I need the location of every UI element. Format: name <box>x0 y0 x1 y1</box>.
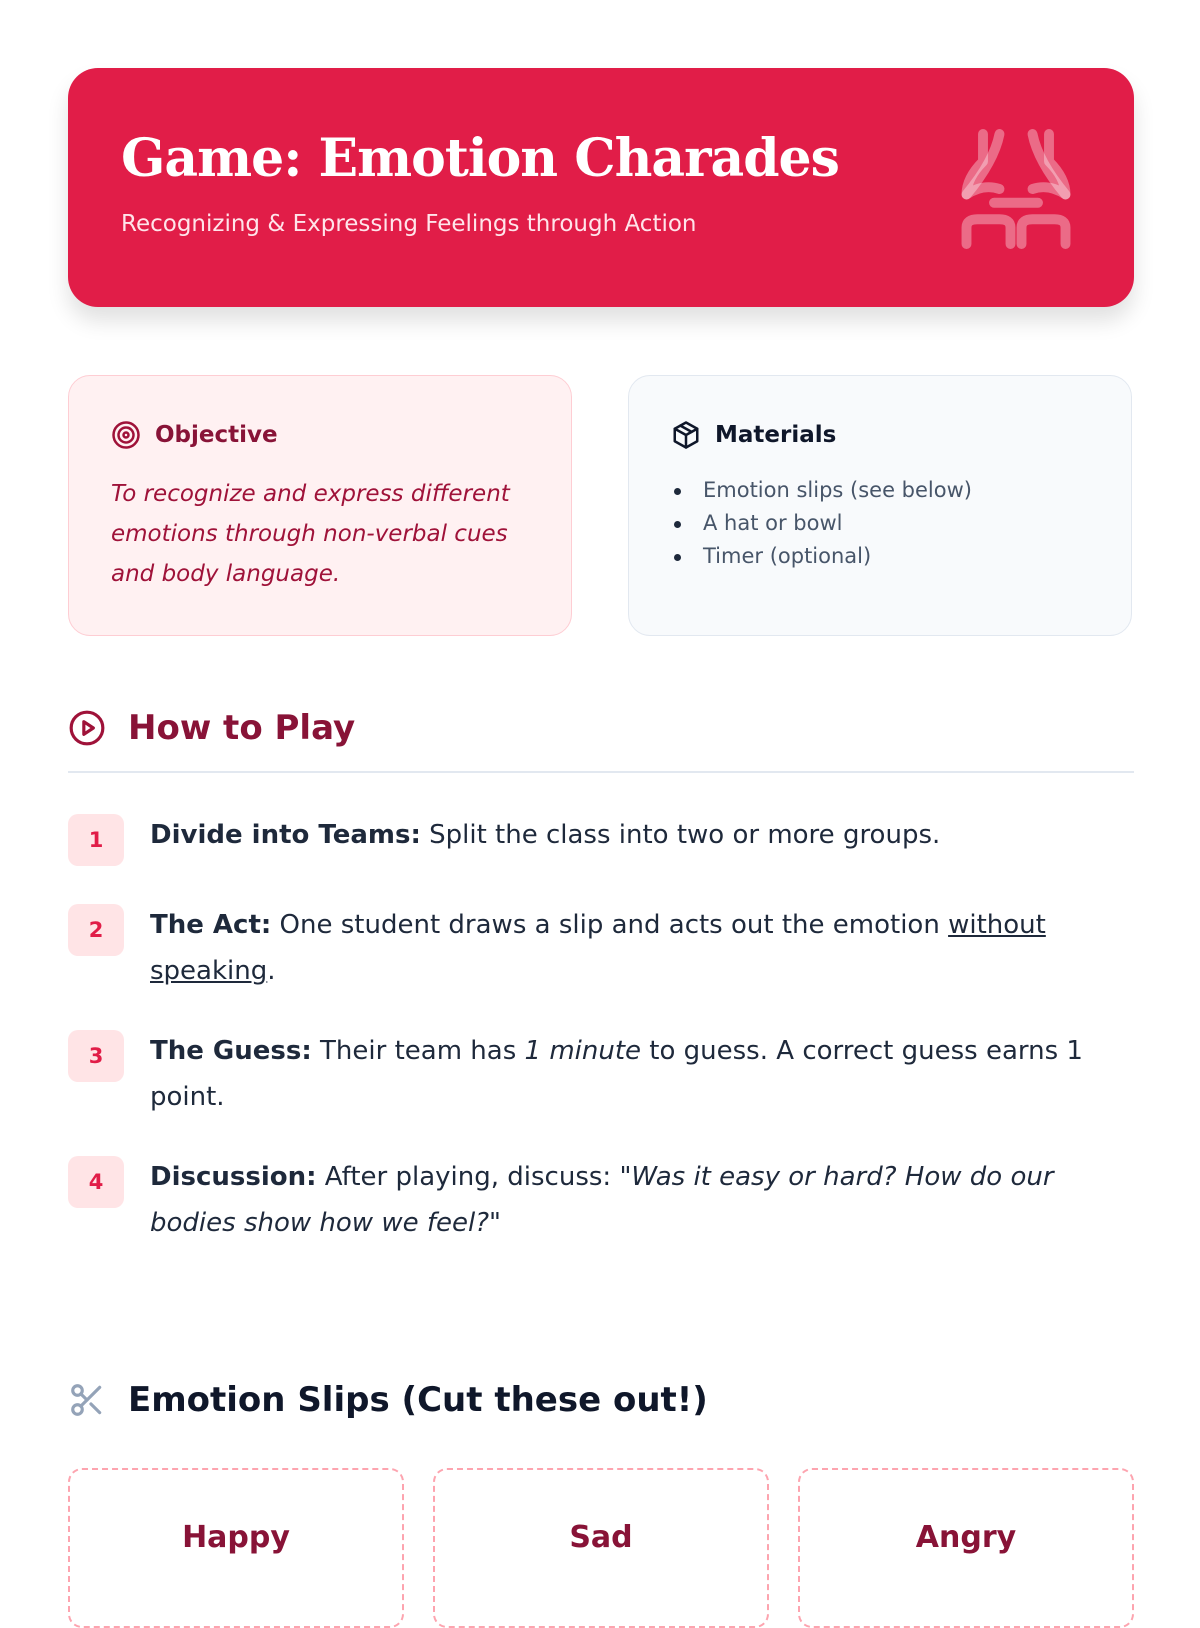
step-body-end: . <box>267 956 276 986</box>
emotion-slips-title: Emotion Slips (Cut these out!) <box>128 1380 708 1420</box>
step-emphasis: 1 minute <box>524 1036 642 1066</box>
step-label: The Act: <box>150 910 272 940</box>
section-divider <box>68 771 1134 773</box>
step-number: 1 <box>68 814 124 866</box>
list-item: Timer (optional) <box>671 540 972 573</box>
step-label: Discussion: <box>150 1162 317 1192</box>
step-text <box>150 902 1134 994</box>
objective-text: To recognize and express different emotions through non-verbal cues and body language. <box>111 481 510 587</box>
slip-label: Sad <box>569 1520 633 1555</box>
objective-card <box>68 375 572 636</box>
step-number: 2 <box>68 904 124 956</box>
target-icon <box>111 420 141 450</box>
step-body: Their team has <box>311 1036 525 1066</box>
steps-list <box>68 812 1134 1246</box>
emotion-slip <box>68 1468 404 1628</box>
step-label: Divide into Teams: <box>150 820 421 850</box>
step-item <box>68 1154 1134 1246</box>
materials-card <box>628 375 1132 636</box>
step-number: 4 <box>68 1156 124 1208</box>
step-text <box>150 812 1134 858</box>
play-circle-icon <box>68 709 106 747</box>
step-item <box>68 812 1134 868</box>
how-to-play-title: How to Play <box>128 708 356 748</box>
objective-title: Objective <box>155 422 278 448</box>
theater-curtain-icon <box>950 123 1082 255</box>
materials-title: Materials <box>715 422 837 448</box>
page-subtitle: Recognizing & Expressing Feelings through Action <box>121 211 697 237</box>
how-to-play-heading <box>68 708 355 748</box>
slip-label: Happy <box>182 1520 290 1555</box>
list-item: Emotion slips (see below) <box>671 474 972 507</box>
step-label: The Guess: <box>150 1036 312 1066</box>
scissors-icon <box>68 1381 106 1419</box>
step-number: 3 <box>68 1030 124 1082</box>
step-text <box>150 1028 1134 1120</box>
list-item: A hat or bowl <box>671 507 972 540</box>
step-body: After playing, discuss: <box>316 1162 620 1192</box>
materials-header <box>671 420 836 450</box>
page-title: Game: Emotion Charades <box>121 128 839 189</box>
emotion-slip <box>798 1468 1134 1628</box>
step-body-end: to guess. A correct guess earns 1 point. <box>150 1036 1083 1112</box>
materials-list <box>671 474 972 573</box>
step-emphasis: without speaking <box>150 910 1046 986</box>
step-body: Split the class into two or more groups. <box>420 820 941 850</box>
slip-label: Angry <box>915 1520 1017 1555</box>
box-icon <box>671 420 701 450</box>
step-body: One student draws a slip and acts out the emotion <box>271 910 949 940</box>
step-item <box>68 1028 1134 1120</box>
objective-header <box>111 420 278 450</box>
emotion-slip <box>433 1468 769 1628</box>
step-quote: "Was it easy or hard? How do our bodies show how we feel?" <box>150 1162 1054 1238</box>
emotion-slips-heading <box>68 1380 708 1420</box>
header-banner <box>68 68 1134 307</box>
step-item <box>68 902 1134 994</box>
step-text <box>150 1154 1134 1246</box>
